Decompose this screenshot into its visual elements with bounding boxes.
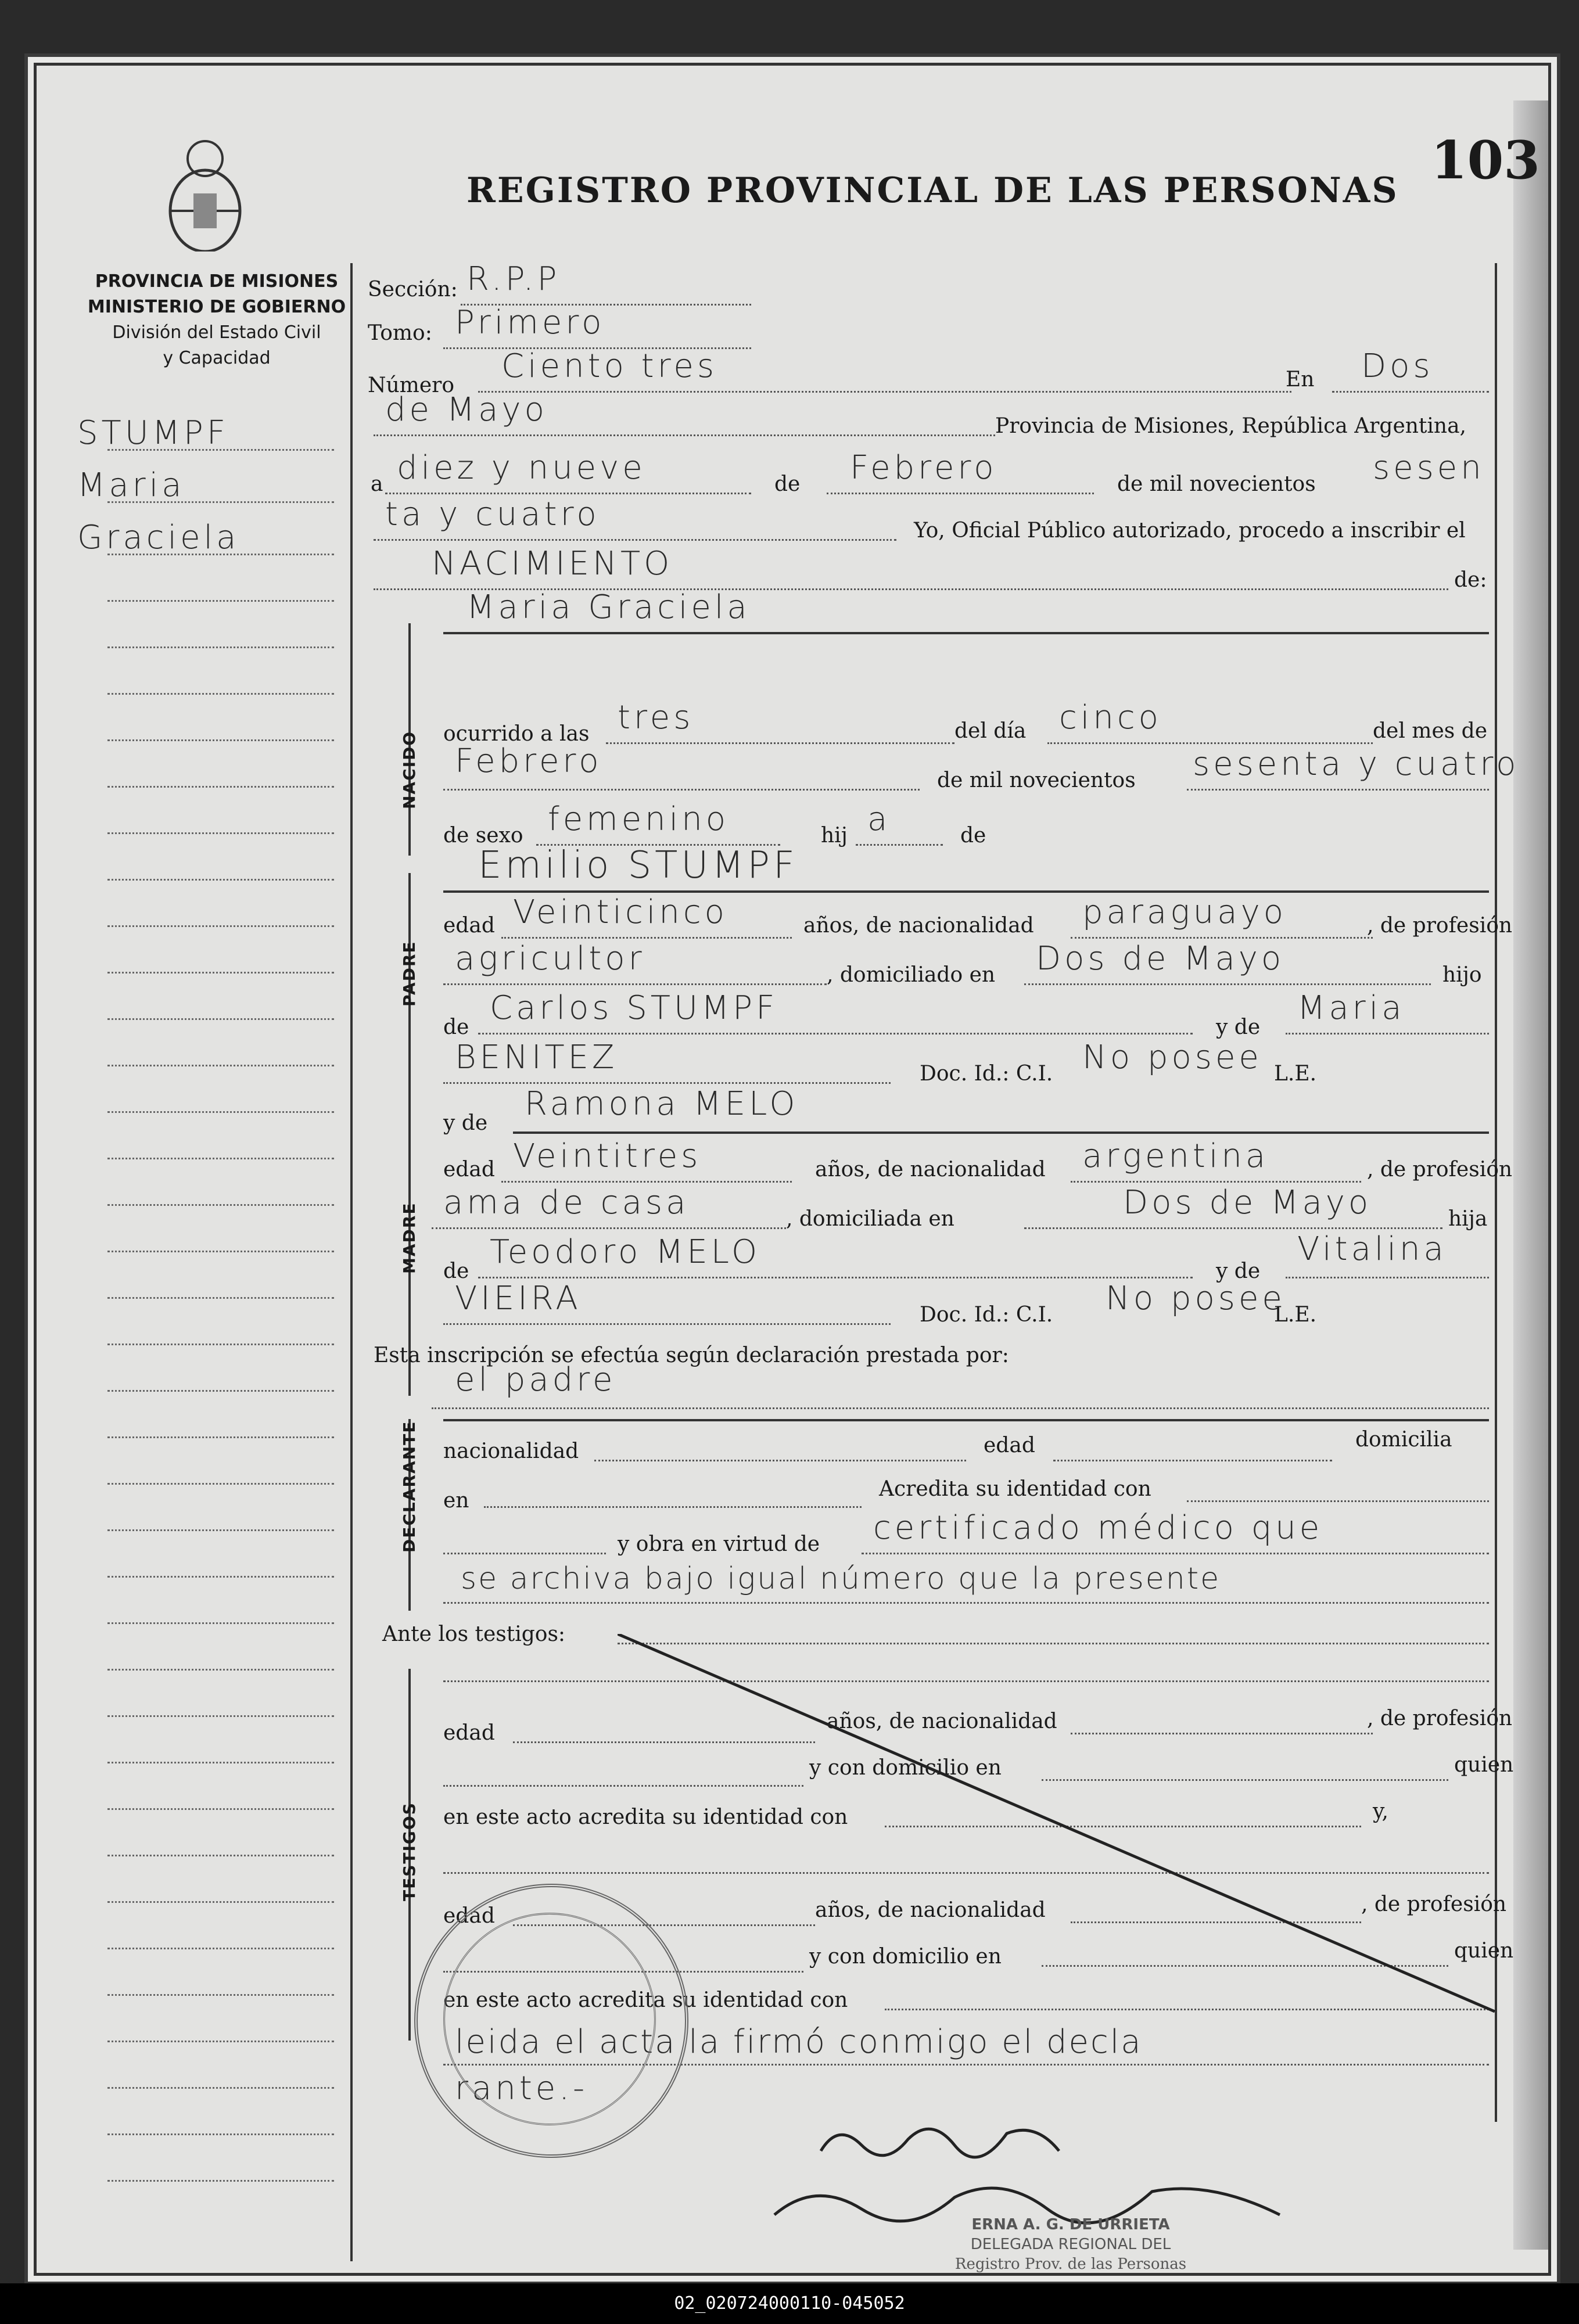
declarante-acredita-label: Acredita su identidad con: [879, 1477, 1151, 1501]
padre-y-de-label: y de: [1216, 1015, 1261, 1039]
officer-role: DELEGADA REGIONAL DEL: [970, 2236, 1171, 2253]
hij-label: hij: [821, 824, 848, 847]
madre-nac-value: argentina: [1082, 1137, 1269, 1175]
madre-y-de-label: y de: [443, 1111, 488, 1135]
testigo2-acredita-label: en este acto acredita su identidad con: [443, 1988, 848, 2012]
left-surname: STUMPF: [77, 414, 229, 452]
left-name-2: Graciela: [77, 519, 240, 556]
nombre-value: Maria Graciela: [466, 588, 751, 626]
madre-y-de-label-2: y de: [1216, 1259, 1261, 1283]
esta-inscripcion-label: Esta inscripción se efectúa según declaración prestada por:: [374, 1344, 1009, 1367]
declarante-value: el padre: [455, 1361, 616, 1399]
division-label-2: y Capacidad: [163, 348, 271, 368]
padre-side-label: PADRE: [400, 940, 419, 1007]
obra-value-2: se archiva bajo igual número que la presente: [461, 1561, 1221, 1596]
madre-le-label: L.E.: [1274, 1303, 1317, 1327]
padre-anos-nac-label: años, de nacionalidad: [803, 914, 1034, 937]
testigo1-profesion-label: , de profesión: [1367, 1707, 1513, 1730]
ministry-label: MINISTERIO DE GOBIERNO: [87, 297, 346, 317]
officer-stamp: [920, 2215, 1222, 2274]
anio-value-2: ta y cuatro: [385, 495, 600, 533]
testigo2-quien-label: quien: [1454, 1939, 1514, 1963]
declarante-side-label: DECLARANTE: [400, 1420, 419, 1553]
official-seal-inner: [443, 1913, 656, 2125]
sexo-value: femenino: [548, 800, 729, 838]
madre-hija-label: hija: [1448, 1207, 1488, 1231]
testigos-side-label: TESTIGOS: [400, 1802, 419, 1901]
seccion-value: R.P.P: [466, 260, 561, 298]
padre-domiciliado-label: , domiciliado en: [827, 963, 996, 987]
testigo2-edad-label: edad: [443, 1904, 495, 1928]
madre-edad-value: Veintitres: [513, 1137, 702, 1175]
scan-id-footer: 02_020724000110-045052: [0, 2283, 1579, 2324]
de-colon-label: de:: [1454, 568, 1487, 592]
madre-de-label: de: [443, 1259, 469, 1283]
anio-nac-value: sesenta y cuatro: [1193, 745, 1520, 783]
officer-office: Registro Prov. de las Personas: [954, 2255, 1187, 2273]
page-title: REGISTRO PROVINCIAL DE LAS PERSONAS: [466, 170, 1399, 211]
testigo2-anos-label: años, de nacionalidad: [815, 1898, 1046, 1922]
padre-de-label: de: [443, 1015, 469, 1039]
padre-dom-value: Dos de Mayo: [1036, 940, 1285, 978]
de-sexo-label: de sexo: [443, 824, 523, 847]
madre-madre-value-1: Vitalina: [1297, 1230, 1447, 1268]
testigo1-quien-label: quien: [1454, 1753, 1514, 1777]
testigo2-profesion-label: , de profesión: [1361, 1892, 1507, 1916]
padre-doc-value: No posee: [1082, 1039, 1262, 1076]
declarante-y-obra-label: y obra en virtud de: [618, 1532, 820, 1556]
division-label: División del Estado Civil: [112, 322, 321, 343]
hora-value: tres: [618, 699, 694, 737]
madre-domiciliada-label: , domiciliada en: [786, 1207, 954, 1231]
del-dia-label: del día: [954, 719, 1027, 743]
nacido-side-label: NACIDO: [400, 730, 419, 809]
declarante-nacionalidad-label: nacionalidad: [443, 1439, 579, 1463]
hij-suffix-value: a: [867, 800, 891, 838]
padre-madre-value-2: BENITEZ: [455, 1039, 618, 1076]
madre-doc-value: No posee: [1106, 1280, 1286, 1317]
form-frame: [34, 63, 1551, 2276]
padre-madre-value-1: Maria: [1297, 989, 1405, 1027]
madre-edad-label: edad: [443, 1158, 495, 1181]
declarante-edad-label: edad: [984, 1434, 1035, 1457]
obra-value-1: certificado médico que: [873, 1509, 1323, 1547]
testigo1-anos-label: años, de nacionalidad: [827, 1709, 1057, 1733]
madre-padre-value: Teodoro MELO: [490, 1233, 761, 1271]
dia-value: diez y nueve: [397, 449, 646, 487]
padre-nac-value: paraguayo: [1082, 893, 1287, 931]
ocurrido-label: ocurrido a las: [443, 722, 590, 746]
cierre-value-1: leida el acta la firmó conmigo el decla: [455, 2023, 1143, 2061]
declarante-domicilia-label: domicilia: [1355, 1428, 1452, 1452]
madre-anos-nac-label: años, de nacionalidad: [815, 1158, 1046, 1181]
ante-testigos-label: Ante los testigos:: [382, 1622, 566, 1646]
padre-profesion-label: , de profesión: [1367, 914, 1513, 937]
mes-nac-value: Febrero: [455, 742, 602, 780]
madre-side-label: MADRE: [400, 1202, 419, 1274]
issuer-block: [77, 269, 356, 371]
officer-name: ERNA A. G. DE URRIETA: [971, 2216, 1170, 2233]
padre-le-label: L.E.: [1274, 1062, 1317, 1086]
padre-prof-value: agricultor: [455, 940, 645, 978]
testigo1-acredita-label: en este acto acredita su identidad con: [443, 1805, 848, 1829]
declarante-en-label: en: [443, 1489, 469, 1513]
province-label: PROVINCIA DE MISIONES: [95, 271, 339, 292]
left-name-1: Maria: [77, 466, 185, 504]
de-2-label: de: [960, 824, 986, 847]
document-sheet: [28, 57, 1557, 2282]
mes-value: Febrero: [850, 449, 997, 487]
testigo1-edad-label: edad: [443, 1721, 495, 1745]
testigo1-domicilio-label: y con domicilio en: [809, 1756, 1002, 1780]
madre-doc-label: Doc. Id.: C.I.: [920, 1303, 1053, 1327]
madre-madre-value-2: VIEIRA: [455, 1280, 582, 1317]
page-number: 103: [1431, 130, 1540, 191]
de-mil-2-label: de mil novecientos: [937, 768, 1136, 792]
en-label: En: [1286, 368, 1315, 391]
book-spine: [1513, 100, 1548, 2250]
padre-padre-value: Carlos STUMPF: [490, 989, 778, 1027]
dia-nac-value: cinco: [1059, 699, 1162, 737]
numero-value: Ciento tres: [501, 347, 718, 385]
madre-dom-value: Dos de Mayo: [1123, 1184, 1372, 1222]
testigo1-y-label: y,: [1373, 1799, 1388, 1823]
yo-oficial-label: Yo, Oficial Público autorizado, procedo a inscribir el: [914, 519, 1466, 543]
tomo-value: Primero: [455, 304, 605, 342]
tomo-label: Tomo:: [368, 321, 432, 345]
numero-label: Número: [368, 373, 455, 397]
padre-hijo-label: hijo: [1442, 963, 1482, 987]
en-value: Dos: [1361, 347, 1434, 385]
madre-nombre-value: Ramona MELO: [525, 1085, 799, 1123]
acto-value: NACIMIENTO: [432, 545, 673, 583]
madre-profesion-label: , de profesión: [1367, 1158, 1513, 1181]
de-label: de: [774, 472, 801, 496]
provincia-label: Provincia de Misiones, República Argentina,: [995, 414, 1467, 438]
del-mes-label: del mes de: [1373, 719, 1488, 743]
left-column-divider: [350, 263, 353, 2261]
strike-through-line: [618, 1634, 1501, 2017]
seccion-label: Sección:: [368, 278, 458, 301]
a-label: a: [371, 472, 383, 496]
en-value-2: de Mayo: [385, 391, 548, 429]
padre-doc-label: Doc. Id.: C.I.: [920, 1062, 1053, 1086]
padre-edad-label: edad: [443, 914, 495, 937]
padre-nombre-value: Emilio STUMPF: [478, 844, 798, 887]
testigo2-domicilio-label: y con domicilio en: [809, 1945, 1002, 1969]
cierre-value-2: rante.-: [455, 2070, 588, 2107]
de-mil-label: de mil novecientos: [1117, 472, 1316, 496]
anio-value-1: sesen: [1373, 449, 1485, 487]
padre-edad-value: Veinticinco: [513, 893, 728, 931]
coat-of-arms-icon: [159, 135, 252, 252]
madre-prof-value: ama de casa: [443, 1184, 690, 1222]
